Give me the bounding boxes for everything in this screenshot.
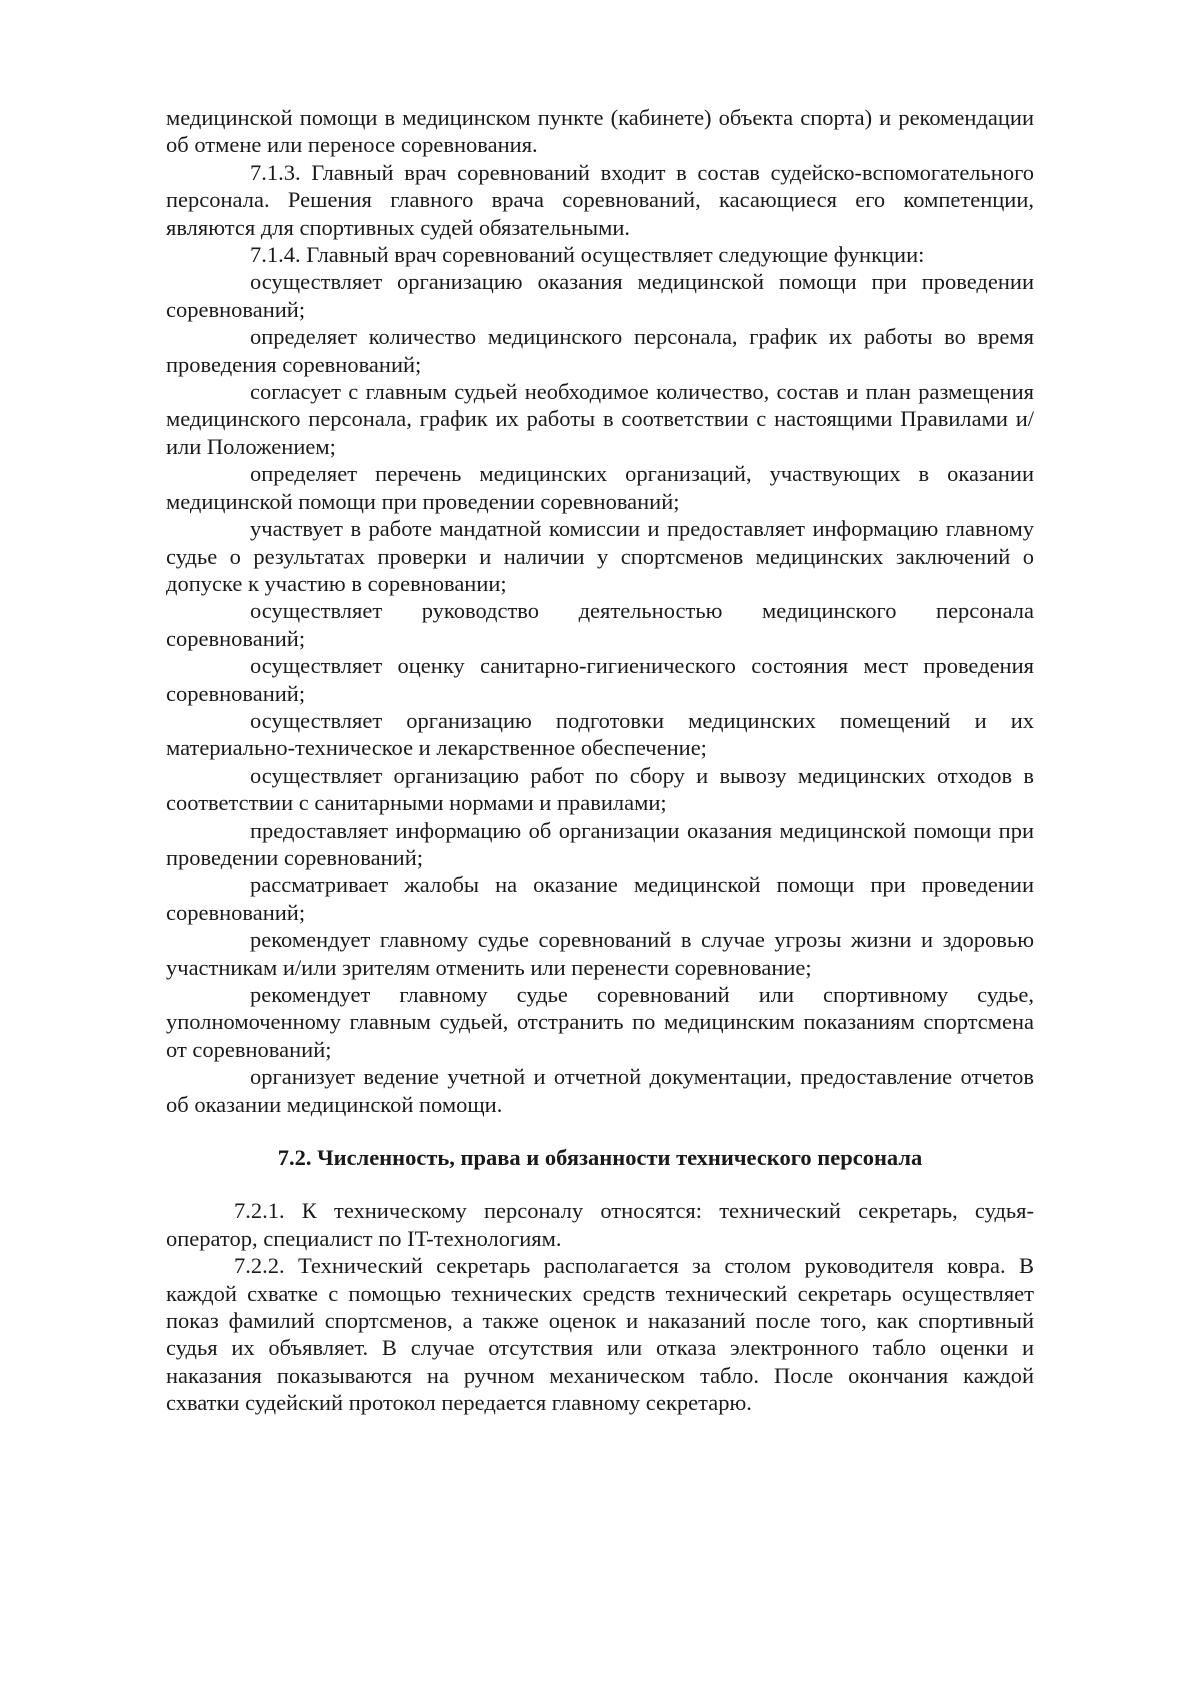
function-item: определяет количество медицинского персонала, график их работы во время проведения соревнований; [166, 324, 1034, 377]
paragraph-7-2-1: 7.2.1. К техническому персоналу относятся: технический секретарь, судья-оператор, специалист по IT-технологиям. [166, 1198, 1034, 1251]
paragraph-intro: медицинской помощи в медицинском пункте (кабинете) объекта спорта) и рекомендации об отмене или переносе соревнования. [166, 105, 1034, 158]
function-item: определяет перечень медицинских организаций, участвующих в оказании медицинской помощи при проведении соревнований; [166, 461, 1034, 514]
function-item: осуществляет организацию работ по сбору и вывозу медицинских отходов в соответствии с санитарными нормами и правилами; [166, 762, 1034, 816]
function-item: предоставляет информацию об организации оказания медицинской помощи при проведении соревнований; [166, 817, 1034, 870]
paragraph-7-1-4: 7.1.4. Главный врач соревнований осуществляет следующие функции: [250, 242, 925, 268]
function-item: осуществляет организацию подготовки медицинских помещений и их материально-техническое и лекарственное обеспечение; [166, 707, 1034, 761]
function-item: рекомендует главному судье соревнований в случае угрозы жизни и здоровью участникам и/или зрителям отменить или перенести соревнование; [166, 927, 1034, 980]
function-item: рекомендует главному судье соревнований или спортивному судье, уполномоченному главным судьей, отстранить по медицинским показаниям спортсмена от соревнований; [166, 982, 1034, 1062]
function-item: осуществляет руководство деятельностью медицинского персонала соревнований; [166, 598, 1034, 651]
function-item: организует ведение учетной и отчетной документации, предоставление отчетов об оказании медицинской помощи. [166, 1064, 1034, 1117]
function-item: согласует с главным судьей необходимое количество, состав и план размещения медицинского персонала, график их работы в соответствии с настоящими Правилами и/или Положением; [166, 379, 1034, 459]
section-heading-7-2: 7.2. Численность, права и обязанности технического персонала [277, 1145, 923, 1171]
function-item: участвует в работе мандатной комиссии и предоставляет информацию главному судье о результатах проверки и наличии у спортсменов медицинских заключений о допуске к участию в соревновании; [166, 516, 1034, 596]
paragraph-7-2-2: 7.2.2. Технический секретарь располагается за столом руководителя ковра. В каждой схватке с помощью технических средств технический секретарь осуществляет показ фамилий спортсменов, а также оценок и наказаний после того, как спортивный судья их объявляет. В случае отсутствия или отказа электронного табло оценки и наказания показываются на ручном механическом табло. После окончания каждой схватки судейский протокол передается главному секретарю. [166, 1253, 1034, 1416]
function-item: осуществляет организацию оказания медицинской помощи при проведении соревнований; [166, 269, 1034, 322]
document-page [166, 104, 1034, 1417]
function-item: осуществляет оценку санитарно-гигиенического состояния мест проведения соревнований; [166, 653, 1034, 706]
paragraph-7-1-3: 7.1.3. Главный врач соревнований входит в состав судейско-вспомогательного персонала. Решения главного врача соревнований, касающиеся его компетенции, являются для спортивных судей обязательными. [166, 159, 1034, 240]
function-item: рассматривает жалобы на оказание медицинской помощи при проведении соревнований; [166, 872, 1034, 925]
